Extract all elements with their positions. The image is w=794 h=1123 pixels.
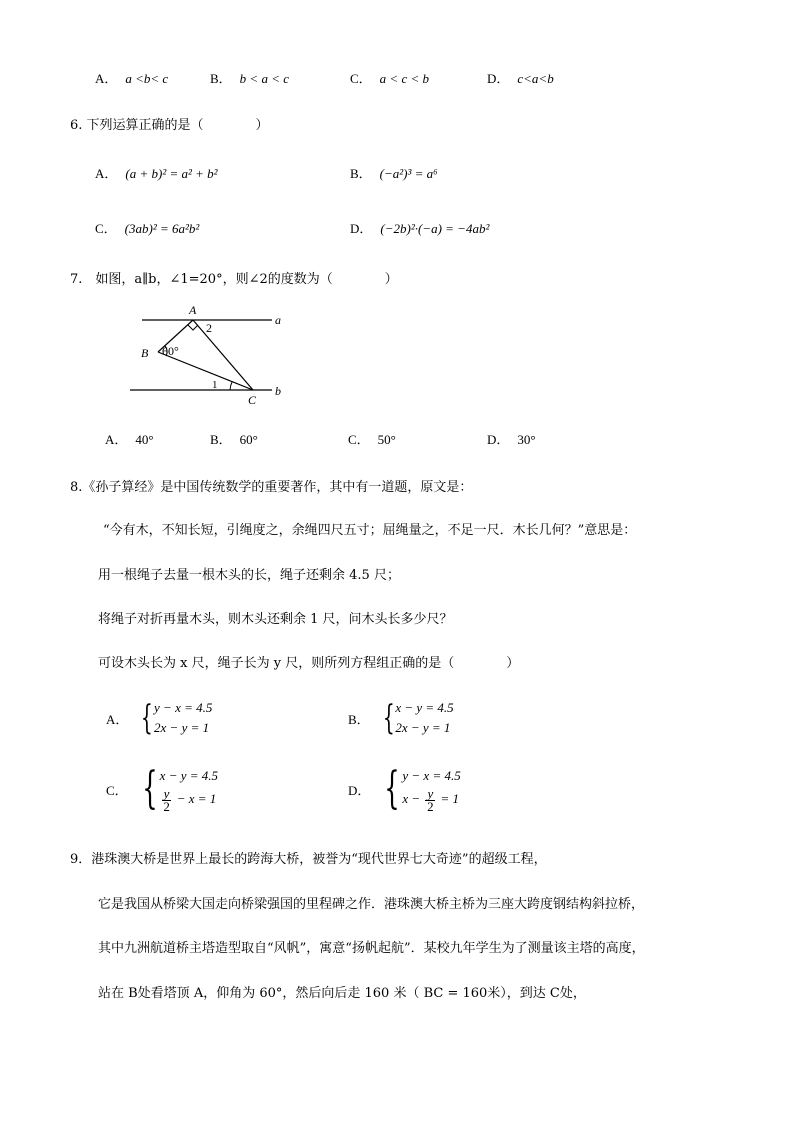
label-B: B [141, 346, 149, 360]
q9-line-4: 站在 B处看塔顶 A，仰角为 60°，然后向后走 160 米（ BC = 160米），到达 C处， [98, 986, 586, 1001]
q6-options-row1 [95, 163, 735, 183]
brace: { [382, 698, 395, 738]
q7-option-c: C． 50° [348, 432, 396, 447]
q8-option-a: A． { y − x = 4.5 2x − y = 1 [106, 698, 213, 738]
q5-option-b: B． b < a < c [210, 71, 289, 86]
q7-options [105, 429, 745, 449]
brace: { [384, 763, 401, 815]
q6-option-c: C． (3ab)² = 6a²b² [95, 221, 200, 236]
q8-option-b: B． { x − y = 4.5 2x − y = 1 [348, 698, 454, 738]
brace: { [141, 763, 158, 815]
label-A: A [189, 303, 197, 317]
q6-option-d: D． (−2b)²·(−a) = −4ab² [350, 221, 490, 236]
q9-line-1: 9．港珠澳大桥是世界上最长的跨海大桥，被誉为“现代世界七大奇迹”的超级工程， [70, 852, 547, 867]
q7-option-b: B． 60° [210, 432, 258, 447]
label-b: b [275, 384, 281, 398]
q7-figure [120, 302, 300, 412]
q5-option-c: C． a < c < b [350, 71, 429, 86]
q8-option-c: C． { x − y = 4.5 $\frac{y}{2}$ − x = 1 [106, 763, 219, 815]
angle-1-arc [230, 382, 232, 390]
label-60: 60° [162, 344, 179, 358]
q8-line-4: 可设木头长为 x 尺，绳子长为 y 尺，则所列方程组正确的是（ ） [98, 656, 520, 671]
q7-stem: 7. 如图，a∥b，∠1=20°，则∠2的度数为（ ） [70, 272, 398, 287]
q9-line-2: 它是我国从桥梁大国走向桥梁强国的里程碑之作．港珠澳大桥主桥为三座大跨度钢结构斜拉桥， [98, 897, 645, 912]
q8-line-1: “今有木，不知长短，引绳度之，余绳四尺五寸；屈绳量之，不足一尺．木长几何？”意思是： [103, 523, 637, 538]
q6-stem: 6. 下列运算正确的是（ ） [70, 118, 269, 133]
q6-option-a: A． (a + b)² = a² + b² [95, 166, 218, 181]
q8-option-d: D． { y − x = 4.5 x − $\frac{y}{2}$ = 1 [348, 763, 461, 815]
right-angle-mark [188, 325, 198, 330]
q8-stem: 8.《孙子算经》是中国传统数学的重要著作，其中有一道题，原文是： [70, 480, 473, 495]
q7-option-d: D． 30° [487, 432, 536, 447]
q6-option-b: B． (−a²)³ = a⁶ [350, 166, 438, 181]
q5-options [95, 68, 735, 88]
q6-options-row2 [95, 218, 735, 238]
label-C: C [248, 393, 257, 407]
brace: { [141, 698, 154, 738]
q8-line-3: 将绳子对折再量木头，则木头还剩余 1 尺，问木头长多少尺？ [98, 612, 453, 627]
label-1: 1 [212, 379, 218, 391]
label-2: 2 [206, 321, 212, 335]
q7-option-a: A． 40° [105, 432, 154, 447]
q8-line-2: 用一根绳子去量一根木头的长，绳子还剩余 4.5 尺； [98, 568, 400, 583]
q9-line-3: 其中九洲航道桥主塔造型取自“风帆”，寓意“扬帆起航”．某校九年学生为了测量该主塔的高度， [98, 941, 645, 956]
segment-ac [193, 320, 253, 390]
q5-option-d: D． c<a<b [487, 71, 554, 86]
q5-option-a: A． a <b< c [95, 71, 169, 86]
label-a: a [275, 313, 281, 327]
